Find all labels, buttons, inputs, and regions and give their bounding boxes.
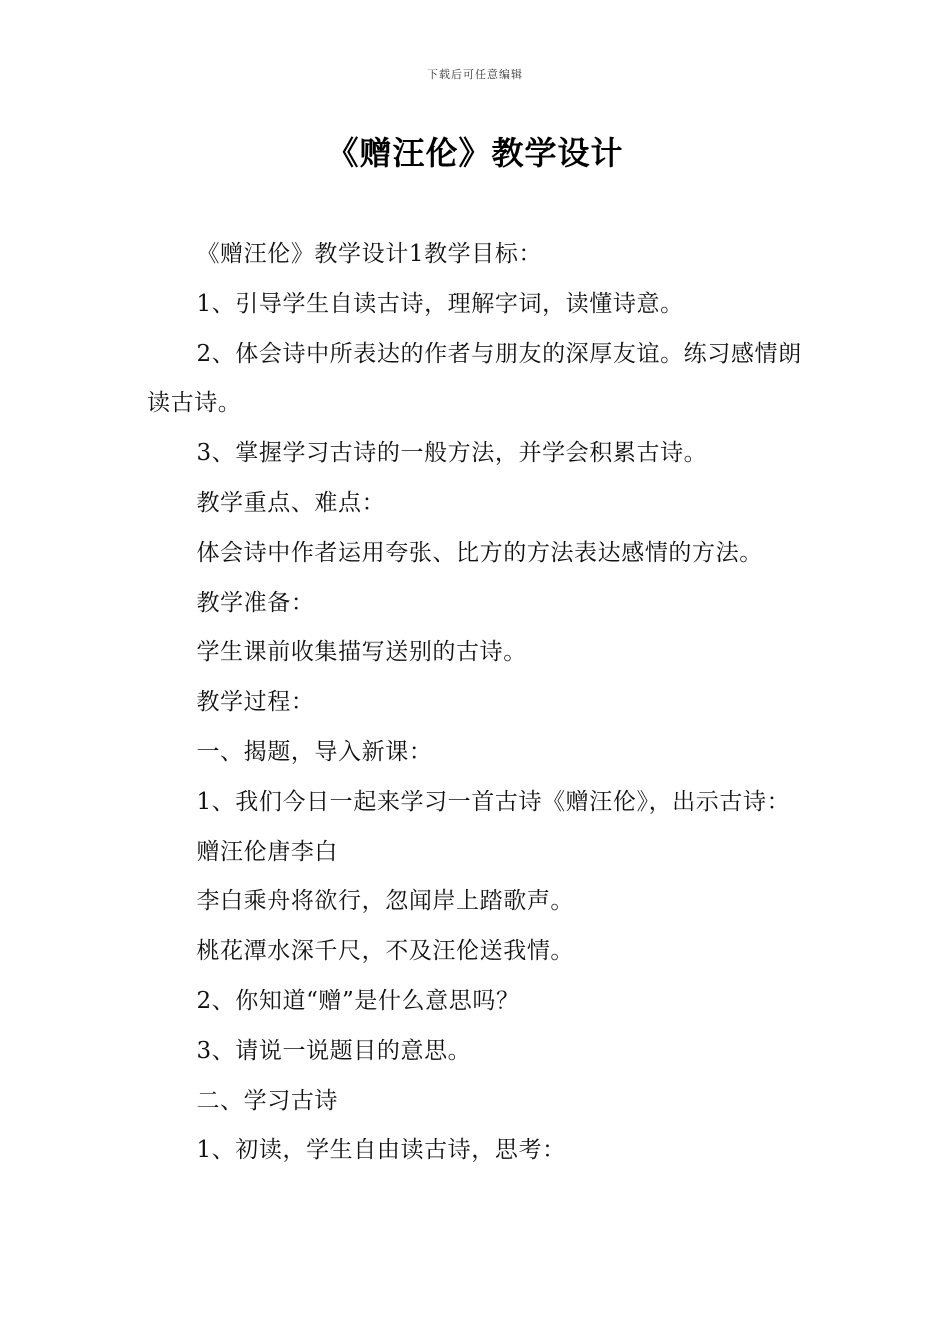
paragraph: 3、掌握学习古诗的一般方法，并学会积累古诗。 bbox=[196, 440, 708, 467]
paragraph: 1、我们今日一起来学习一首古诗《赠汪伦》，出示古诗： bbox=[196, 788, 791, 815]
document-body bbox=[147, 230, 807, 1176]
paragraph: 一、揭题，导入新课： bbox=[196, 738, 433, 765]
paragraph: 二、学习古诗 bbox=[196, 1087, 339, 1114]
paragraph: 2、你知道“赠”是什么意思吗？ bbox=[196, 987, 520, 1014]
document-title: 《赠汪伦》教学设计 bbox=[326, 134, 624, 172]
header-note: 下载后可任意编辑 bbox=[427, 68, 523, 81]
paragraph: 3、请说一说题目的意思。 bbox=[196, 1037, 472, 1064]
paragraph: 赠汪伦唐李白 bbox=[196, 838, 339, 865]
paragraph: 1、引导学生自读古诗，理解字词，读懂诗意。 bbox=[196, 290, 684, 317]
paragraph: 李白乘舟将欲行，忽闻岸上踏歌声。 bbox=[196, 888, 575, 915]
paragraph: 教学过程： bbox=[196, 689, 315, 716]
paragraph: 《赠汪伦》教学设计1教学目标： bbox=[196, 241, 543, 267]
paragraph: 体会诗中作者运用夸张、比方的方法表达感情的方法。 bbox=[196, 539, 763, 566]
paragraph: 桃花潭水深千尺，不及汪伦送我情。 bbox=[196, 938, 575, 965]
paragraph: 教学准备： bbox=[196, 589, 315, 616]
paragraph: 2、体会诗中所表达的作者与朋友的深厚友谊。练习感情朗读古诗。 bbox=[147, 340, 802, 417]
paragraph: 学生课前收集描写送别的古诗。 bbox=[196, 639, 527, 666]
paragraph: 教学重点、难点： bbox=[196, 489, 386, 516]
paragraph: 1、初读，学生自由读古诗，思考： bbox=[196, 1137, 566, 1164]
